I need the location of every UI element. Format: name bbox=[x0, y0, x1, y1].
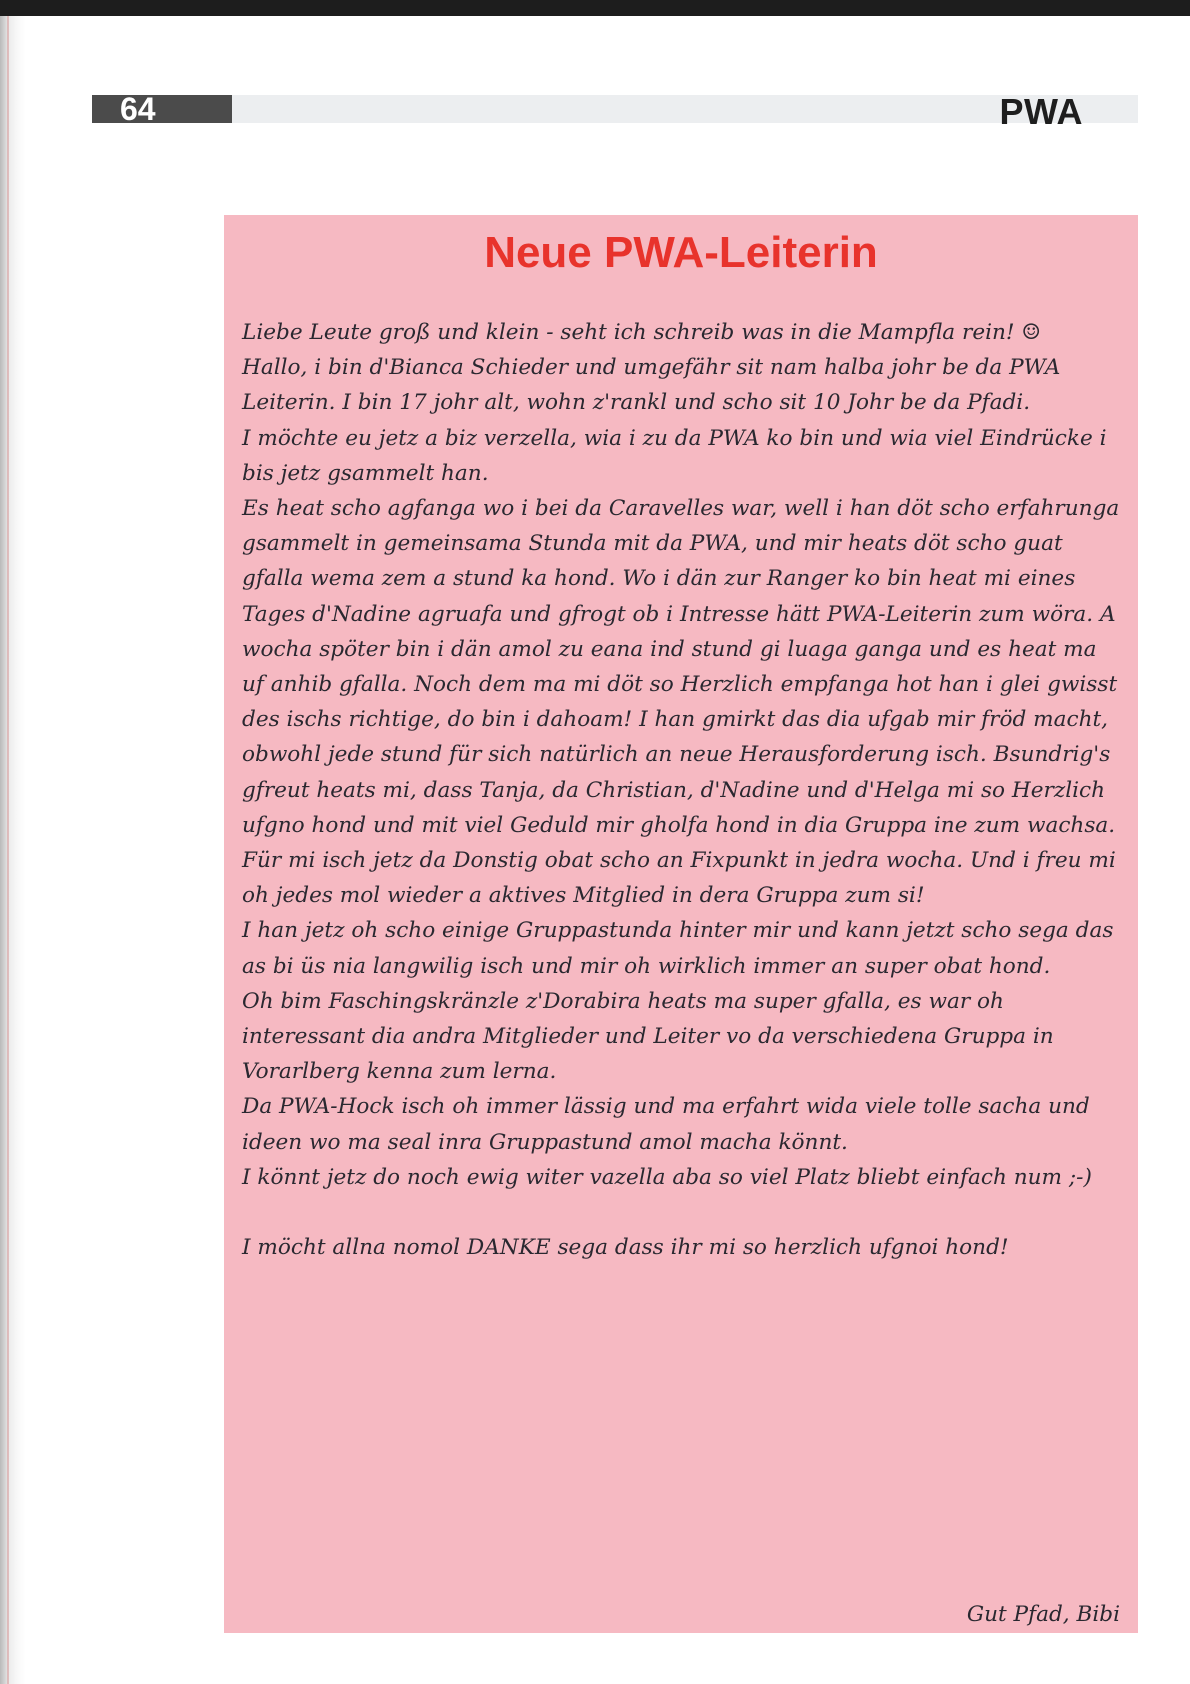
page-binding-edge bbox=[7, 16, 9, 1684]
paragraph-spacer bbox=[242, 1195, 1122, 1230]
paragraph-hock: Da PWA-Hock isch oh immer lässig und ma erfahrt wida viele tolle sacha und ideen wo ma seal inra Gruppastund amol macha könnt. bbox=[242, 1094, 1090, 1155]
article-title: Neue PWA-Leiterin bbox=[484, 228, 878, 277]
article-card bbox=[224, 215, 1138, 1633]
letter-body bbox=[242, 315, 1122, 1265]
paragraph-introduction: Hallo, i bin d'Bianca Schieder und umgefähr sit nam halba johr be da PWA Leiterin. I bin 17 johr alt, wohn z'rankl und scho sit 10 Johr be da Pfadi. bbox=[242, 355, 1061, 416]
page-number: 64 bbox=[92, 95, 232, 123]
paragraph-carnival: Oh bim Faschingskränzle z'Dorabira heats ma super gfalla, es war oh interessant dia andra Mitglieder und Leiter vo da verschiedena Gruppa in Vorarlberg kenna zum lerna. bbox=[242, 988, 1054, 1085]
paragraph-overview: I möchte eu jetz a biz verzella, wia i zu da PWA ko bin und wia viel Eindrücke i bis jetz gsammelt han. bbox=[242, 425, 1107, 486]
scan-top-band bbox=[0, 0, 1190, 16]
paragraph-greeting: Liebe Leute groß und klein - seht ich schreib was in die Mampfla rein! ☺ bbox=[242, 320, 1041, 345]
page-binding-shadow bbox=[0, 16, 26, 1684]
page-header-bar bbox=[92, 95, 1138, 123]
signature: Gut Pfad, Bibi bbox=[966, 1602, 1120, 1627]
paragraph-space: I könnt jetz do noch ewig witer vazella aba so viel Platz bliebt einfach num ;-) bbox=[242, 1164, 1092, 1190]
paragraph-thanks: I möcht allna nomol DANKE sega dass ihr mi so herzlich ufgnoi hond! bbox=[242, 1235, 1009, 1261]
section-title: PWA bbox=[999, 91, 1083, 132]
paragraph-group-hours: I han jetz oh scho einige Gruppastunda hinter mir und kann jetzt scho sega das as bi üs nia langwilig isch und mir oh wirklich immer an super obat hond. bbox=[242, 918, 1114, 979]
paragraph-story: Es heat scho agfanga wo i bei da Caravelles war, well i han döt scho erfahrunga gsammelt in gemeinsama Stunda mit da PWA, und mir heats döt scho guat gfalla wema zem a stund ka hond. Wo i dän zur Ranger ko bin heat mi eines Tages d'Nadine agruafa und gfrogt ob i Intresse hätt PWA-Leiterin zum wöra. A wocha spöter bin i dän amol zu eana ind stund gi luaga ganga und es heat ma uf anhib gfalla. Noch dem ma mi döt so Herzlich empfanga hot han i glei gwisst des ischs richtige, do bin i dahoam! I han gmirkt das dia ufgab mir fröd macht, obwohl jede stund für sich natürlich an neue Herausforderung isch. Bsundrig's gfreut heats mi, dass Tanja, da Christian, d'Nadine und d'Helga mi so Herzlich ufgno hond und mit viel Geduld mir gholfa hond in dia Gruppa ine zum wachsa. Für mi isch jetz da Donstig obat scho an Fixpunkt in jedra wocha. Und i freu mi oh jedes mol wieder a aktives Mitglied in dera Gruppa zum si! bbox=[242, 496, 1120, 909]
